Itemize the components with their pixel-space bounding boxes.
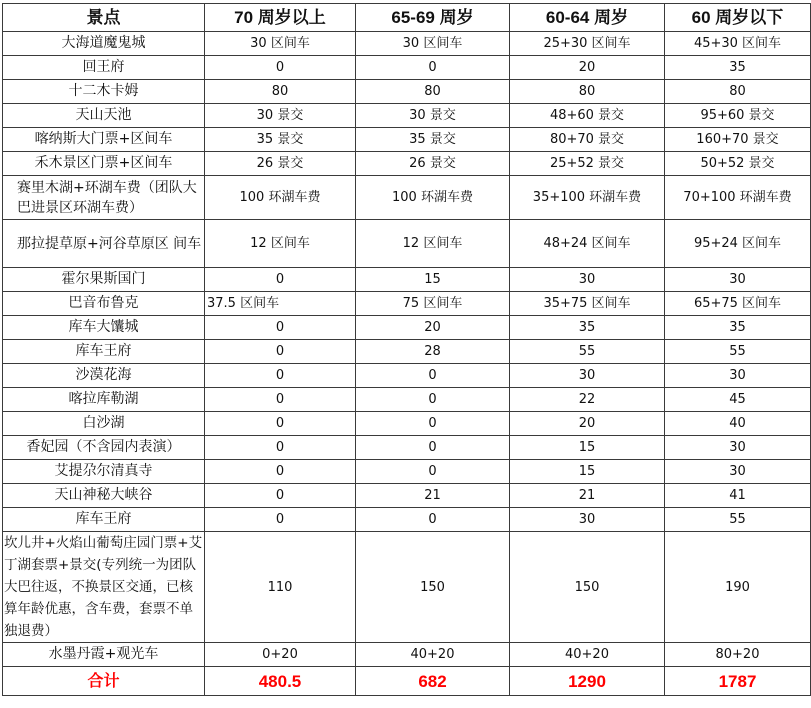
price-under-60: 55 <box>665 340 811 364</box>
attraction-name: 大海道魔鬼城 <box>3 32 205 56</box>
total-under-60: 1787 <box>665 667 811 696</box>
table-row <box>3 340 811 364</box>
price-under-60: 35 <box>665 316 811 340</box>
header-age-60-64: 60-64 周岁 <box>510 4 665 32</box>
price-60-64: 35 <box>510 316 665 340</box>
total-label: 合计 <box>3 667 205 696</box>
price-under-60: 45 <box>665 388 811 412</box>
price-70-plus: 110 <box>205 532 356 643</box>
table-row <box>3 176 811 220</box>
price-70-plus: 0 <box>205 388 356 412</box>
attraction-name: 那拉提草原+河谷草原区 间车 <box>3 220 205 268</box>
price-60-64: 40+20 <box>510 643 665 667</box>
price-65-69: 0 <box>356 436 510 460</box>
price-under-60: 30 <box>665 436 811 460</box>
price-under-60: 55 <box>665 508 811 532</box>
price-65-69: 30 区间车 <box>356 32 510 56</box>
price-under-60: 45+30 区间车 <box>665 32 811 56</box>
price-65-69: 0 <box>356 364 510 388</box>
price-60-64: 25+30 区间车 <box>510 32 665 56</box>
price-60-64: 35+100 环湖车费 <box>510 176 665 220</box>
header-age-70-plus: 70 周岁以上 <box>205 4 356 32</box>
price-under-60: 30 <box>665 364 811 388</box>
price-60-64: 20 <box>510 56 665 80</box>
attraction-name: 坎儿井+火焰山葡萄庄园门票+艾丁湖套票+景交(专列统一为团队大巴往返，不换景区交通，已核算年龄优惠，含车费，套票不单独退费） <box>3 532 205 643</box>
price-60-64: 15 <box>510 460 665 484</box>
attraction-name: 香妃园（不含园内表演） <box>3 436 205 460</box>
attraction-name: 沙漠花海 <box>3 364 205 388</box>
table-row <box>3 643 811 667</box>
price-70-plus: 0 <box>205 340 356 364</box>
price-65-69: 150 <box>356 532 510 643</box>
header-attraction: 景点 <box>3 4 205 32</box>
price-60-64: 30 <box>510 508 665 532</box>
table-row <box>3 508 811 532</box>
price-70-plus: 80 <box>205 80 356 104</box>
price-70-plus: 0 <box>205 484 356 508</box>
price-70-plus: 0 <box>205 436 356 460</box>
price-65-69: 28 <box>356 340 510 364</box>
total-60-64: 1290 <box>510 667 665 696</box>
price-65-69: 80 <box>356 80 510 104</box>
price-65-69: 0 <box>356 388 510 412</box>
table-row <box>3 292 811 316</box>
price-65-69: 20 <box>356 316 510 340</box>
price-under-60: 40 <box>665 412 811 436</box>
attraction-name: 艾提尕尔清真寺 <box>3 460 205 484</box>
price-under-60: 80 <box>665 80 811 104</box>
price-60-64: 48+60 景交 <box>510 104 665 128</box>
price-65-69: 21 <box>356 484 510 508</box>
attraction-name: 禾木景区门票+区间车 <box>3 152 205 176</box>
table-row <box>3 268 811 292</box>
table-row <box>3 460 811 484</box>
price-under-60: 190 <box>665 532 811 643</box>
total-row <box>3 667 811 696</box>
price-60-64: 80+70 景交 <box>510 128 665 152</box>
header-age-under-60: 60 周岁以下 <box>665 4 811 32</box>
price-table <box>2 3 811 696</box>
price-under-60: 35 <box>665 56 811 80</box>
attraction-name: 回王府 <box>3 56 205 80</box>
table-row <box>3 484 811 508</box>
attraction-name: 水墨丹霞+观光车 <box>3 643 205 667</box>
price-65-69: 12 区间车 <box>356 220 510 268</box>
price-under-60: 50+52 景交 <box>665 152 811 176</box>
header-age-65-69: 65-69 周岁 <box>356 4 510 32</box>
price-70-plus: 35 景交 <box>205 128 356 152</box>
price-70-plus: 0 <box>205 508 356 532</box>
price-65-69: 26 景交 <box>356 152 510 176</box>
attraction-name: 喀纳斯大门票+区间车 <box>3 128 205 152</box>
price-70-plus: 0 <box>205 364 356 388</box>
price-under-60: 95+60 景交 <box>665 104 811 128</box>
price-70-plus: 0 <box>205 268 356 292</box>
table-row <box>3 104 811 128</box>
price-under-60: 80+20 <box>665 643 811 667</box>
attraction-name: 十二木卡姆 <box>3 80 205 104</box>
price-under-60: 30 <box>665 268 811 292</box>
price-60-64: 150 <box>510 532 665 643</box>
attraction-name: 巴音布鲁克 <box>3 292 205 316</box>
attraction-name: 白沙湖 <box>3 412 205 436</box>
price-70-plus: 0 <box>205 412 356 436</box>
table-row <box>3 316 811 340</box>
price-65-69: 40+20 <box>356 643 510 667</box>
price-60-64: 21 <box>510 484 665 508</box>
table-row <box>3 220 811 268</box>
table-row <box>3 532 811 643</box>
attraction-name: 喀拉库勒湖 <box>3 388 205 412</box>
price-60-64: 35+75 区间车 <box>510 292 665 316</box>
table-row <box>3 388 811 412</box>
price-70-plus: 0+20 <box>205 643 356 667</box>
attraction-name: 天山天池 <box>3 104 205 128</box>
table-row <box>3 56 811 80</box>
table-row <box>3 436 811 460</box>
table-row <box>3 412 811 436</box>
attraction-name: 库车大馕城 <box>3 316 205 340</box>
attraction-name: 天山神秘大峡谷 <box>3 484 205 508</box>
attraction-name: 赛里木湖+环湖车费（团队大巴进景区环湖车费） <box>3 176 205 220</box>
total-65-69: 682 <box>356 667 510 696</box>
price-60-64: 15 <box>510 436 665 460</box>
price-60-64: 20 <box>510 412 665 436</box>
price-60-64: 80 <box>510 80 665 104</box>
price-70-plus: 0 <box>205 316 356 340</box>
price-65-69: 15 <box>356 268 510 292</box>
table-row <box>3 32 811 56</box>
table-row <box>3 80 811 104</box>
price-65-69: 0 <box>356 56 510 80</box>
table-row <box>3 364 811 388</box>
price-60-64: 25+52 景交 <box>510 152 665 176</box>
attraction-name: 库车王府 <box>3 508 205 532</box>
price-65-69: 0 <box>356 508 510 532</box>
price-65-69: 0 <box>356 460 510 484</box>
price-70-plus: 37.5 区间车 <box>205 292 356 316</box>
price-under-60: 70+100 环湖车费 <box>665 176 811 220</box>
price-65-69: 30 景交 <box>356 104 510 128</box>
price-70-plus: 100 环湖车费 <box>205 176 356 220</box>
price-70-plus: 30 景交 <box>205 104 356 128</box>
price-65-69: 75 区间车 <box>356 292 510 316</box>
price-60-64: 48+24 区间车 <box>510 220 665 268</box>
price-70-plus: 0 <box>205 56 356 80</box>
price-60-64: 30 <box>510 268 665 292</box>
price-65-69: 100 环湖车费 <box>356 176 510 220</box>
attraction-name: 库车王府 <box>3 340 205 364</box>
price-65-69: 0 <box>356 412 510 436</box>
price-70-plus: 0 <box>205 460 356 484</box>
price-65-69: 35 景交 <box>356 128 510 152</box>
total-70-plus: 480.5 <box>205 667 356 696</box>
price-60-64: 30 <box>510 364 665 388</box>
price-under-60: 65+75 区间车 <box>665 292 811 316</box>
price-under-60: 41 <box>665 484 811 508</box>
attraction-name: 霍尔果斯国门 <box>3 268 205 292</box>
price-70-plus: 12 区间车 <box>205 220 356 268</box>
table-row <box>3 128 811 152</box>
price-70-plus: 30 区间车 <box>205 32 356 56</box>
table-row <box>3 152 811 176</box>
header-row <box>3 4 811 32</box>
price-60-64: 55 <box>510 340 665 364</box>
price-60-64: 22 <box>510 388 665 412</box>
price-under-60: 95+24 区间车 <box>665 220 811 268</box>
price-under-60: 160+70 景交 <box>665 128 811 152</box>
price-under-60: 30 <box>665 460 811 484</box>
price-70-plus: 26 景交 <box>205 152 356 176</box>
